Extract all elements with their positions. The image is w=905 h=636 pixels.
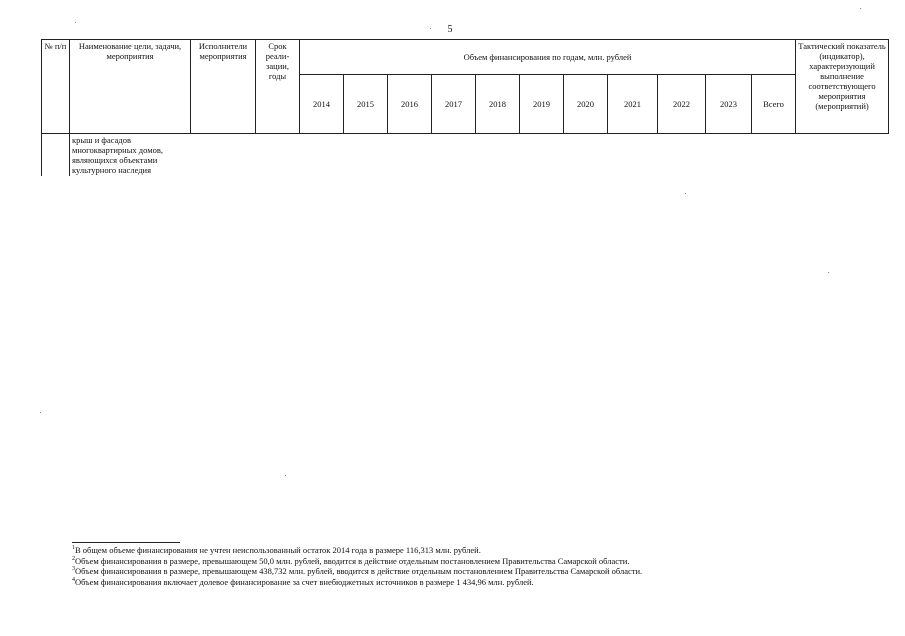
header-year: 2021 <box>608 75 658 134</box>
footnote-text: Объем финансирования в размере, превышающем 438,732 млн. рублей, вводится в действие отдельным постановлением Правительства Самарской области. <box>75 566 643 576</box>
scan-speck <box>685 193 686 194</box>
footnote-mark: 3 <box>72 566 75 573</box>
header-year: 2016 <box>388 75 432 134</box>
table-row <box>42 134 889 177</box>
name-line: многоквартирных домов, <box>72 145 163 155</box>
footnote <box>72 577 642 588</box>
name-line: являющихся объектами <box>72 155 158 165</box>
header-year: 2019 <box>520 75 564 134</box>
footnote-divider <box>72 542 180 543</box>
header-year: 2015 <box>344 75 388 134</box>
cell-empty <box>191 134 889 177</box>
footnote-text: Объем финансирования включает долевое финансирование за счет внебюджетных источников в размере 1 434,96 млн. рублей. <box>75 576 534 587</box>
header-num: № п/п <box>42 40 70 134</box>
header-term: Срок реали-зации, годы <box>256 40 300 134</box>
footnote <box>72 556 642 567</box>
footnote-mark: 4 <box>72 576 75 583</box>
footnote-mark: 1 <box>72 545 75 552</box>
funding-table <box>41 39 889 176</box>
footnote-text: В общем объеме финансирования не учтен неиспользованный остаток 2014 года в размере 116,313 млн. рублей. <box>75 545 481 555</box>
header-year: 2018 <box>476 75 520 134</box>
scan-speck <box>430 28 431 29</box>
header-year: 2020 <box>564 75 608 134</box>
header-executors: Исполнители мероприятия <box>191 40 256 134</box>
header-year: 2023 <box>706 75 752 134</box>
header-funding-group: Объем финансирования по годам, млн. рублей <box>300 40 796 75</box>
scan-speck <box>860 8 861 9</box>
cell-num <box>42 134 70 177</box>
scan-speck <box>285 475 286 476</box>
header-indicator: Тактический показатель (индикатор), характеризующий выполнение соответствующего мероприятия (мероприятий) <box>796 40 889 134</box>
name-line: крыш и фасадов <box>72 135 131 145</box>
scan-speck <box>828 272 829 273</box>
footnote-mark: 2 <box>72 555 75 562</box>
header-total: Всего <box>752 75 796 134</box>
footnote <box>72 545 642 556</box>
scan-speck <box>40 412 41 413</box>
page-number: 5 <box>447 24 453 35</box>
header-name: Наименование цели, задачи, мероприятия <box>70 40 191 134</box>
cell-name <box>70 134 191 177</box>
scan-speck <box>75 22 76 23</box>
footnote <box>72 566 642 577</box>
footnotes <box>72 542 642 587</box>
header-year: 2022 <box>658 75 706 134</box>
footnote-text: Объем финансирования в размере, превышающем 50,0 млн. рублей, вводится в действие отдельным постановлением Правительства Самарской области. <box>75 555 630 566</box>
name-line: культурного наследия <box>72 165 152 175</box>
header-year: 2017 <box>432 75 476 134</box>
header-year: 2014 <box>300 75 344 134</box>
